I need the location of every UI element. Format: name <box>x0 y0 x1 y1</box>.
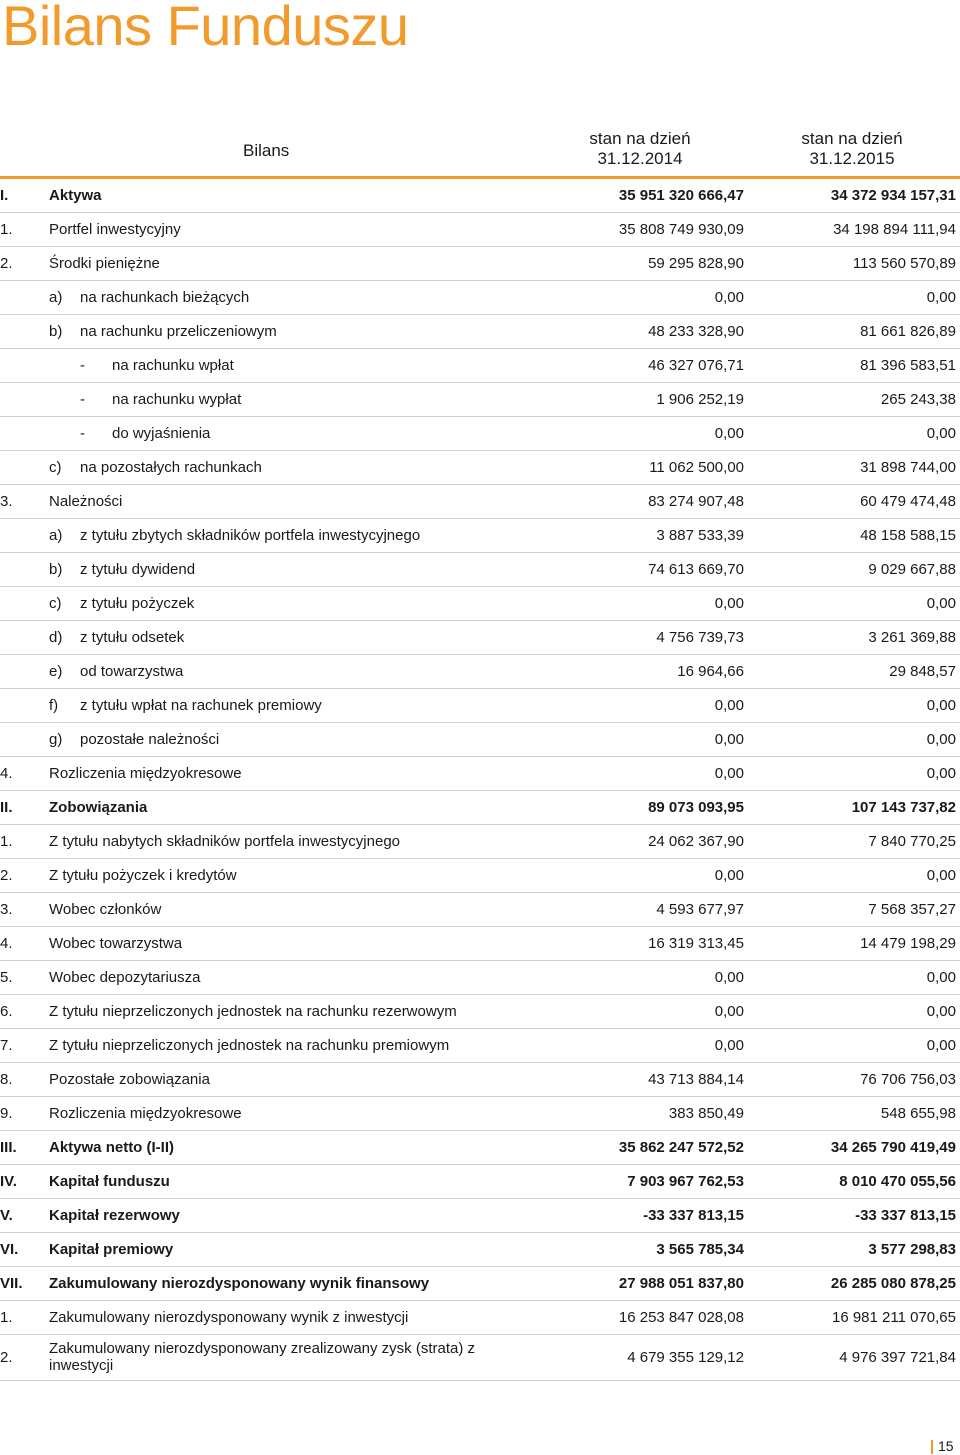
table-row <box>0 1267 960 1301</box>
value-2014: 4 679 355 129,12 <box>627 1349 744 1366</box>
row-label: z tytułu wpłat na rachunek premiowy <box>80 697 322 714</box>
value-2014: 74 613 669,70 <box>648 561 744 578</box>
value-2014: 48 233 328,90 <box>648 323 744 340</box>
value-2014: 0,00 <box>714 765 744 782</box>
value-2015: 265 243,38 <box>880 391 956 408</box>
value-2014: 4 756 739,73 <box>656 629 744 646</box>
header-column-2014 <box>560 129 720 169</box>
value-2014: 0,00 <box>714 731 744 748</box>
value-2015: 7 840 770,25 <box>868 833 956 850</box>
row-item-marker: a) <box>49 289 63 306</box>
value-2014: 0,00 <box>714 969 744 986</box>
row-number: II. <box>0 799 13 816</box>
table-row <box>0 587 960 621</box>
table-row <box>0 1029 960 1063</box>
table-row <box>0 689 960 723</box>
value-2015: 16 981 211 070,65 <box>831 1309 956 1326</box>
table-row <box>0 1233 960 1267</box>
row-number: 6. <box>0 1003 13 1020</box>
value-2014: 383 850,49 <box>668 1105 744 1122</box>
value-2015: 0,00 <box>926 425 956 442</box>
value-2014: 16 253 847 028,08 <box>618 1309 744 1326</box>
value-2015: 31 898 744,00 <box>860 459 956 476</box>
row-label: Wobec towarzystwa <box>49 935 183 952</box>
table-row <box>0 417 960 451</box>
table-row <box>0 723 960 757</box>
table-row <box>0 859 960 893</box>
header-label: Bilans <box>243 141 290 160</box>
page-number-divider <box>931 1440 933 1454</box>
value-2015: -33 337 813,15 <box>855 1207 956 1224</box>
value-2014: 35 862 247 572,52 <box>618 1139 744 1156</box>
row-dash-marker: - <box>80 357 85 374</box>
row-label: Kapitał rezerwowy <box>49 1207 180 1224</box>
value-2014: 35 951 320 666,47 <box>618 187 744 204</box>
value-2014: 0,00 <box>714 595 744 612</box>
header-column-2015-line1: stan na dzień <box>801 129 903 148</box>
row-number: 4. <box>0 935 13 952</box>
row-number: 1. <box>0 833 13 850</box>
table-row <box>0 281 960 315</box>
table-row <box>0 791 960 825</box>
page-title: Bilans Funduszu <box>2 0 409 57</box>
row-number: I. <box>0 187 9 204</box>
row-label: Kapitał funduszu <box>49 1173 170 1190</box>
table-row <box>0 553 960 587</box>
value-2015: 107 143 737,82 <box>851 799 956 816</box>
table-row <box>0 621 960 655</box>
row-item-marker: e) <box>49 663 63 680</box>
row-label: na rachunkach bieżących <box>80 289 250 306</box>
row-label: na pozostałych rachunkach <box>80 459 262 476</box>
header-column-2015 <box>772 129 932 169</box>
table-row <box>0 519 960 553</box>
header-column-2015-date: 31.12.2015 <box>809 149 895 168</box>
table-row <box>0 995 960 1029</box>
value-2014: 16 964,66 <box>677 663 744 680</box>
value-2015: 113 560 570,89 <box>852 255 956 272</box>
row-dash-marker: - <box>80 391 85 408</box>
row-label: na rachunku wypłat <box>112 391 242 408</box>
value-2015: 34 372 934 157,31 <box>830 187 956 204</box>
value-2015: 0,00 <box>926 1037 956 1054</box>
row-item-marker: a) <box>49 527 63 544</box>
value-2015: 3 261 369,88 <box>868 629 956 646</box>
value-2015: 26 285 080 878,25 <box>830 1275 956 1292</box>
row-label: Środki pieniężne <box>49 255 160 272</box>
value-2014: 0,00 <box>714 867 744 884</box>
value-2015: 0,00 <box>926 765 956 782</box>
value-2015: 0,00 <box>926 697 956 714</box>
row-number: 4. <box>0 765 13 782</box>
table-row <box>0 1301 960 1335</box>
row-number: 5. <box>0 969 13 986</box>
row-label: Pozostałe zobowiązania <box>49 1071 210 1088</box>
row-label: Aktywa netto (I-II) <box>49 1139 175 1156</box>
value-2014: 83 274 907,48 <box>648 493 744 510</box>
row-number: 3. <box>0 493 13 510</box>
table-row <box>0 893 960 927</box>
row-item-marker: c) <box>49 595 62 612</box>
table-row <box>0 1131 960 1165</box>
table-row <box>0 655 960 689</box>
row-number: 1. <box>0 221 13 238</box>
value-2015: 76 706 756,03 <box>860 1071 956 1088</box>
row-label: z tytułu odsetek <box>80 629 185 646</box>
row-label: Zakumulowany nierozdysponowany zrealizowany zysk (strata) z inwestycji <box>49 1340 476 1374</box>
row-number: 2. <box>0 255 13 272</box>
row-number: III. <box>0 1139 17 1156</box>
value-2014: 0,00 <box>714 1037 744 1054</box>
row-label: Aktywa <box>49 187 102 204</box>
table-row <box>0 757 960 791</box>
row-item-marker: b) <box>49 561 63 578</box>
value-2014: 16 319 313,45 <box>648 935 744 952</box>
table-row <box>0 349 960 383</box>
row-label: Wobec członków <box>49 901 162 918</box>
row-label: na rachunku przeliczeniowym <box>80 323 277 340</box>
value-2014: 1 906 252,19 <box>656 391 744 408</box>
value-2015: 29 848,57 <box>889 663 956 680</box>
value-2015: 0,00 <box>926 1003 956 1020</box>
row-label: Rozliczenia międzyokresowe <box>49 765 242 782</box>
row-item-marker: c) <box>49 459 62 476</box>
row-label: Rozliczenia międzyokresowe <box>49 1105 242 1122</box>
balance-table <box>0 179 960 1381</box>
table-row <box>0 213 960 247</box>
page-number: 15 <box>938 1438 954 1454</box>
table-row <box>0 825 960 859</box>
table-row <box>0 485 960 519</box>
value-2014: -33 337 813,15 <box>643 1207 744 1224</box>
row-label: Należności <box>49 493 123 510</box>
value-2015: 0,00 <box>926 867 956 884</box>
row-dash-marker: - <box>80 425 85 442</box>
value-2015: 548 655,98 <box>880 1105 956 1122</box>
value-2014: 7 903 967 762,53 <box>627 1173 744 1190</box>
row-label: Z tytułu nabytych składników portfela inwestycyjnego <box>49 833 401 850</box>
table-row <box>0 451 960 485</box>
row-label: Z tytułu pożyczek i kredytów <box>49 867 237 884</box>
value-2014: 0,00 <box>714 425 744 442</box>
table-row <box>0 927 960 961</box>
row-number: VI. <box>0 1241 19 1258</box>
header-column-2014-line1: stan na dzień <box>589 129 691 148</box>
value-2015: 4 976 397 721,84 <box>839 1349 956 1366</box>
value-2015: 48 158 588,15 <box>860 527 956 544</box>
value-2014: 0,00 <box>714 1003 744 1020</box>
value-2015: 34 265 790 419,49 <box>830 1139 956 1156</box>
row-label: Z tytułu nieprzeliczonych jednostek na rachunku premiowym <box>49 1037 450 1054</box>
value-2015: 3 577 298,83 <box>868 1241 956 1258</box>
table-row <box>0 1165 960 1199</box>
value-2014: 35 808 749 930,09 <box>618 221 744 238</box>
value-2014: 3 887 533,39 <box>656 527 744 544</box>
row-label: z tytułu dywidend <box>80 561 196 578</box>
row-number: 9. <box>0 1105 13 1122</box>
value-2014: 4 593 677,97 <box>656 901 744 918</box>
row-number: 2. <box>0 1349 13 1366</box>
value-2014: 0,00 <box>714 289 744 306</box>
row-item-marker: d) <box>49 629 63 646</box>
value-2014: 24 062 367,90 <box>648 833 744 850</box>
table-row <box>0 1097 960 1131</box>
row-label: Zakumulowany nierozdysponowany wynik z inwestycji <box>49 1309 409 1326</box>
value-2014: 89 073 093,95 <box>648 799 744 816</box>
value-2015: 0,00 <box>926 731 956 748</box>
row-label: do wyjaśnienia <box>112 425 211 442</box>
row-number: 1. <box>0 1309 13 1326</box>
value-2015: 7 568 357,27 <box>868 901 956 918</box>
row-item-marker: f) <box>49 697 59 714</box>
table-row <box>0 961 960 995</box>
row-label: Portfel inwestycyjny <box>49 221 181 238</box>
header-column-2014-date: 31.12.2014 <box>597 149 683 168</box>
row-number: IV. <box>0 1173 17 1190</box>
row-item-marker: b) <box>49 323 63 340</box>
value-2015: 0,00 <box>926 595 956 612</box>
row-number: 3. <box>0 901 13 918</box>
value-2015: 81 661 826,89 <box>860 323 956 340</box>
row-number: 7. <box>0 1037 13 1054</box>
row-number: 8. <box>0 1071 13 1088</box>
value-2015: 0,00 <box>926 289 956 306</box>
row-number: V. <box>0 1207 13 1224</box>
row-label: Z tytułu nieprzeliczonych jednostek na rachunku rezerwowym <box>49 1003 457 1020</box>
value-2015: 60 479 474,48 <box>860 493 956 510</box>
table-row <box>0 1063 960 1097</box>
value-2014: 3 565 785,34 <box>656 1241 744 1258</box>
value-2015: 14 479 198,29 <box>860 935 956 952</box>
table-row <box>0 315 960 349</box>
row-label: z tytułu zbytych składników portfela inwestycyjnego <box>80 527 421 544</box>
value-2015: 9 029 667,88 <box>868 561 956 578</box>
row-label: Wobec depozytariusza <box>49 969 201 986</box>
value-2014: 43 713 884,14 <box>648 1071 744 1088</box>
value-2014: 46 327 076,71 <box>648 357 744 374</box>
value-2014: 11 062 500,00 <box>649 459 744 476</box>
table-row <box>0 1335 960 1381</box>
value-2015: 81 396 583,51 <box>860 357 956 374</box>
row-label: na rachunku wpłat <box>112 357 234 374</box>
value-2015: 34 198 894 111,94 <box>833 221 956 238</box>
row-number: 2. <box>0 867 13 884</box>
table-row <box>0 179 960 213</box>
row-label: pozostałe należności <box>80 731 220 748</box>
row-label: z tytułu pożyczek <box>80 595 195 612</box>
value-2015: 0,00 <box>926 969 956 986</box>
table-row <box>0 247 960 281</box>
row-item-marker: g) <box>49 731 63 748</box>
value-2014: 0,00 <box>714 697 744 714</box>
value-2014: 27 988 051 837,80 <box>618 1275 744 1292</box>
row-label: Kapitał premiowy <box>49 1241 174 1258</box>
value-2015: 8 010 470 055,56 <box>839 1173 956 1190</box>
row-label: od towarzystwa <box>80 663 184 680</box>
row-label: Zobowiązania <box>49 799 148 816</box>
row-number: VII. <box>0 1275 23 1292</box>
row-label: Zakumulowany nierozdysponowany wynik finansowy <box>49 1275 430 1292</box>
value-2014: 59 295 828,90 <box>648 255 744 272</box>
table-row <box>0 1199 960 1233</box>
table-row <box>0 383 960 417</box>
